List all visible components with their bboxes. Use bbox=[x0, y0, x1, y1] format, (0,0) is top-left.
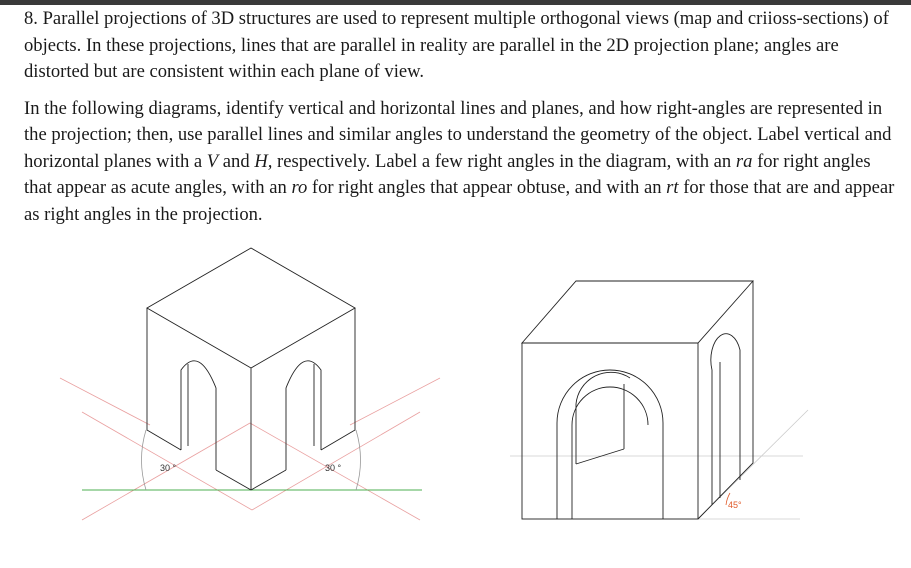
isometric-arch-figure bbox=[60, 248, 440, 520]
label-ro: ro bbox=[291, 177, 308, 198]
instructions-f: for those that are and appear as right angles in the projection. bbox=[24, 177, 895, 225]
oblique-arch-figure bbox=[510, 281, 808, 519]
construction-lines bbox=[60, 378, 440, 520]
oblique-guides bbox=[510, 410, 808, 519]
label-rt: rt bbox=[666, 177, 679, 198]
instructions-d: for right angles that appear as acute angles, with an bbox=[24, 150, 871, 198]
instructions-e: for right angles that appear obtuse, and with an bbox=[307, 177, 667, 198]
label-ra: ra bbox=[735, 150, 753, 172]
angle-label-left: 30 ° bbox=[160, 463, 177, 473]
front-face bbox=[522, 343, 698, 519]
cube-top-face bbox=[147, 248, 355, 368]
label-h: H, bbox=[254, 150, 273, 172]
instructions-c: respectively. Label a few right angles in the diagram, with an bbox=[272, 150, 736, 172]
angle-arc-left bbox=[142, 430, 146, 490]
question-paragraph-1: 8. Parallel projections of 3D structures are used to represent multiple orthogonal views (map and criioss-sections) of objects. In these projections, lines that are parallel in reality are parallel in the 2D projection plane; angles are distorted but are consistent within each plane of view. bbox=[24, 8, 889, 82]
instructions-b: and bbox=[218, 150, 255, 172]
angle-label-45: 45° bbox=[728, 500, 742, 510]
angle-label-right: 30 ° bbox=[325, 463, 342, 473]
isometric-cube bbox=[147, 248, 355, 490]
oblique-block bbox=[522, 281, 753, 519]
angle-arc-right bbox=[356, 430, 360, 490]
instructions-a: In the following diagrams, identify vertical and horizontal lines and planes, and how right-angles are represented in the projection; then, use parallel lines and similar angles to understand the geometry of the object. Label vertical and horizontal planes with a bbox=[24, 97, 892, 172]
top-face bbox=[522, 281, 753, 343]
label-v: V bbox=[206, 150, 219, 172]
